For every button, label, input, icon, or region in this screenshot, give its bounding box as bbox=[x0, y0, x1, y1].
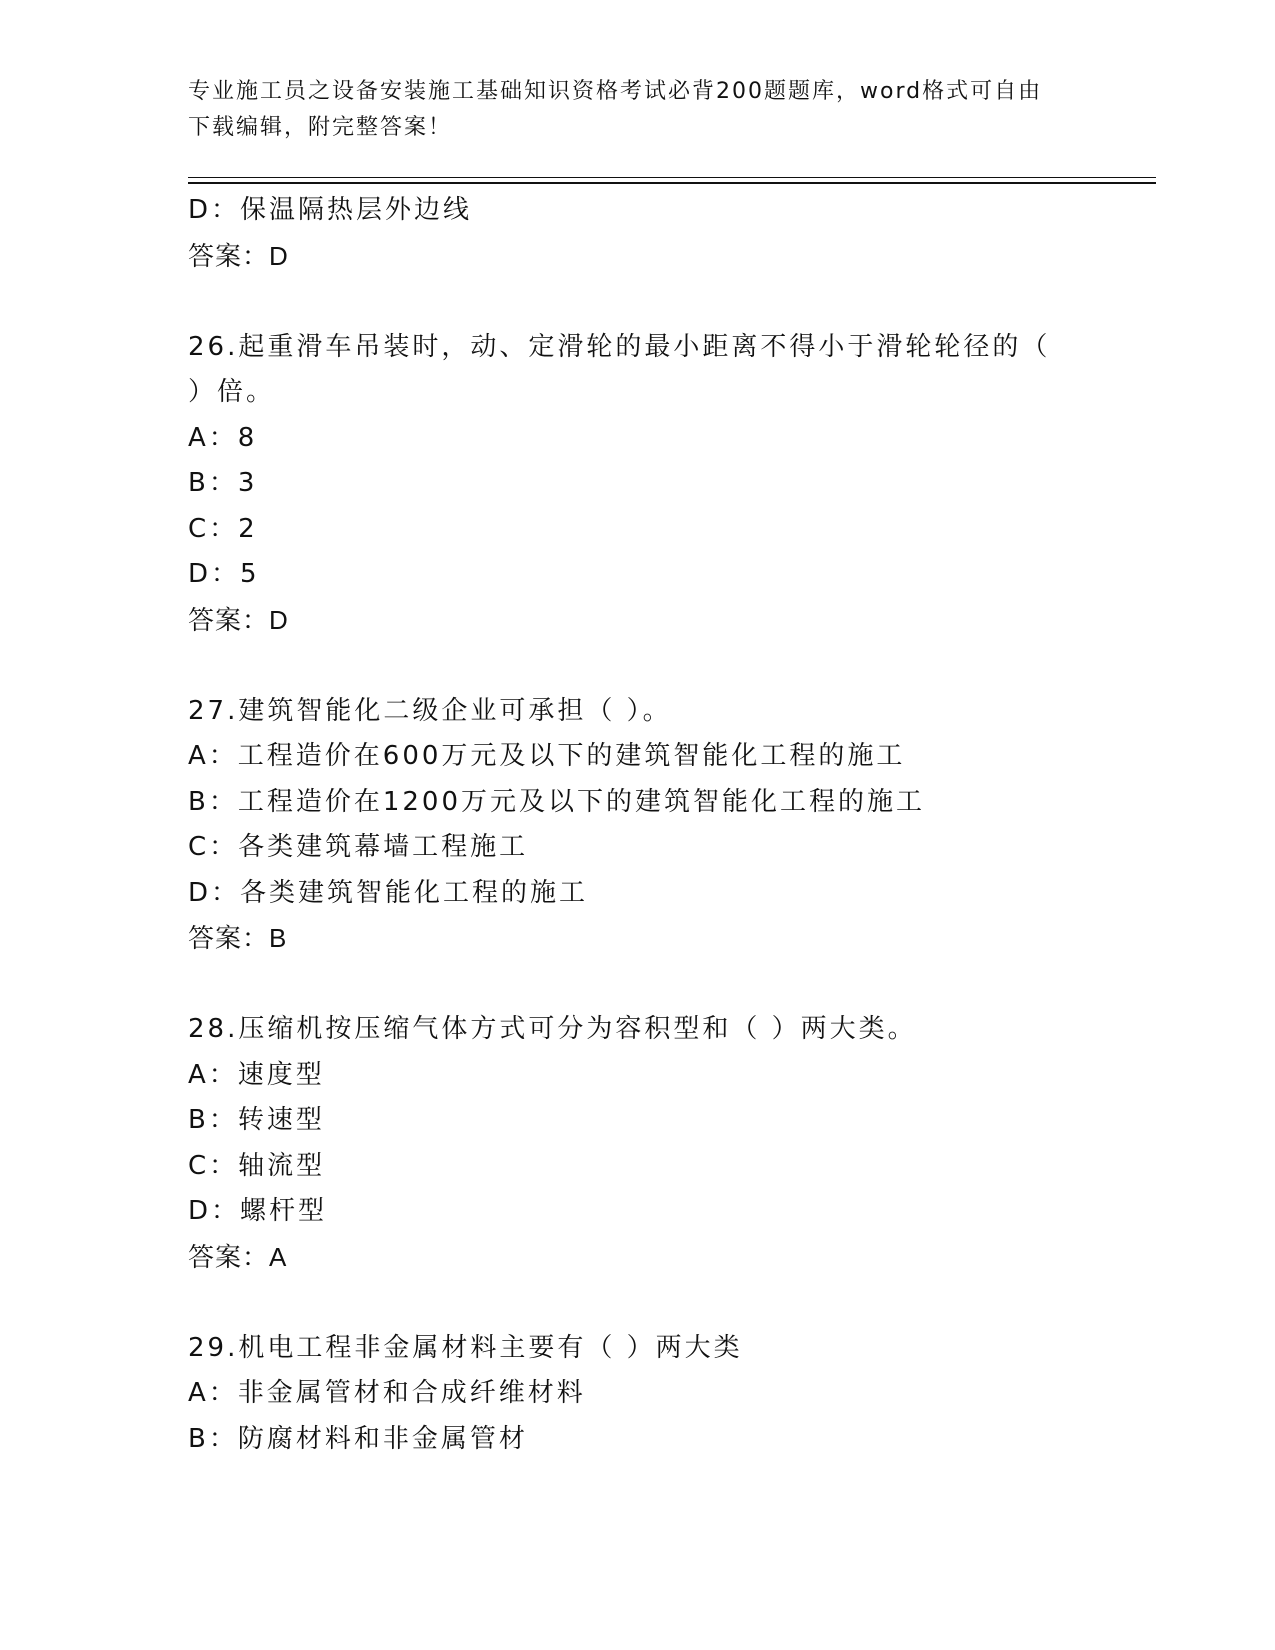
document-header bbox=[188, 74, 1088, 146]
spacer bbox=[188, 962, 1088, 1008]
spacer bbox=[188, 643, 1088, 689]
question-stem: 28.压缩机按压缩气体方式可分为容积型和（ ）两大类。 bbox=[188, 1014, 917, 1044]
option-d: D：各类建筑智能化工程的施工 bbox=[188, 877, 589, 908]
header-title-line-2: 下载编辑，附完整答案！ bbox=[188, 115, 453, 140]
option-d: D：5 bbox=[188, 559, 260, 589]
answer-line: 答案：D bbox=[188, 240, 289, 271]
option-d: D：保温隔热层外边线 bbox=[188, 195, 473, 225]
question-26 bbox=[188, 325, 1088, 644]
answer-line: 答案：B bbox=[188, 923, 288, 953]
option-b: B：3 bbox=[188, 468, 258, 498]
option-a: A：工程造价在600万元及以下的建筑智能化工程的施工 bbox=[188, 741, 906, 771]
option-c: C：轴流型 bbox=[188, 1150, 326, 1181]
header-title-line-1: 专业施工员之设备安装施工基础知识资格考试必背200题题库，word格式可自由 bbox=[188, 79, 1043, 104]
question-stem: 27.建筑智能化二级企业可承担（ ）。 bbox=[188, 695, 672, 726]
option-a: A：速度型 bbox=[188, 1059, 325, 1090]
option-b: B：转速型 bbox=[188, 1105, 325, 1135]
spacer bbox=[188, 279, 1088, 325]
question-28 bbox=[188, 1007, 1088, 1280]
option-a: A：非金属管材和合成纤维材料 bbox=[188, 1378, 586, 1408]
question-stem: 26.起重滑车吊装时，动、定滑轮的最小距离不得小于滑轮轮径的（ bbox=[188, 331, 1051, 362]
option-b: B：工程造价在1200万元及以下的建筑智能化工程的施工 bbox=[188, 786, 926, 817]
option-b: B：防腐材料和非金属管材 bbox=[188, 1423, 528, 1454]
header-divider-thin bbox=[188, 177, 1156, 178]
option-c: C：2 bbox=[188, 513, 258, 544]
answer-line: 答案：A bbox=[188, 1241, 288, 1272]
option-a: A：8 bbox=[188, 422, 258, 453]
spacer bbox=[188, 1280, 1088, 1326]
question-29 bbox=[188, 1326, 1088, 1463]
question-list bbox=[188, 188, 1088, 1462]
question-27 bbox=[188, 689, 1088, 962]
header-divider-thick bbox=[188, 182, 1156, 184]
option-d: D：螺杆型 bbox=[188, 1196, 328, 1226]
question-stem: 29.机电工程非金属材料主要有（ ）两大类 bbox=[188, 1332, 743, 1363]
question-stem-continued: ）倍。 bbox=[188, 377, 276, 407]
option-c: C：各类建筑幕墙工程施工 bbox=[188, 832, 529, 862]
answer-line: 答案：D bbox=[188, 604, 289, 635]
